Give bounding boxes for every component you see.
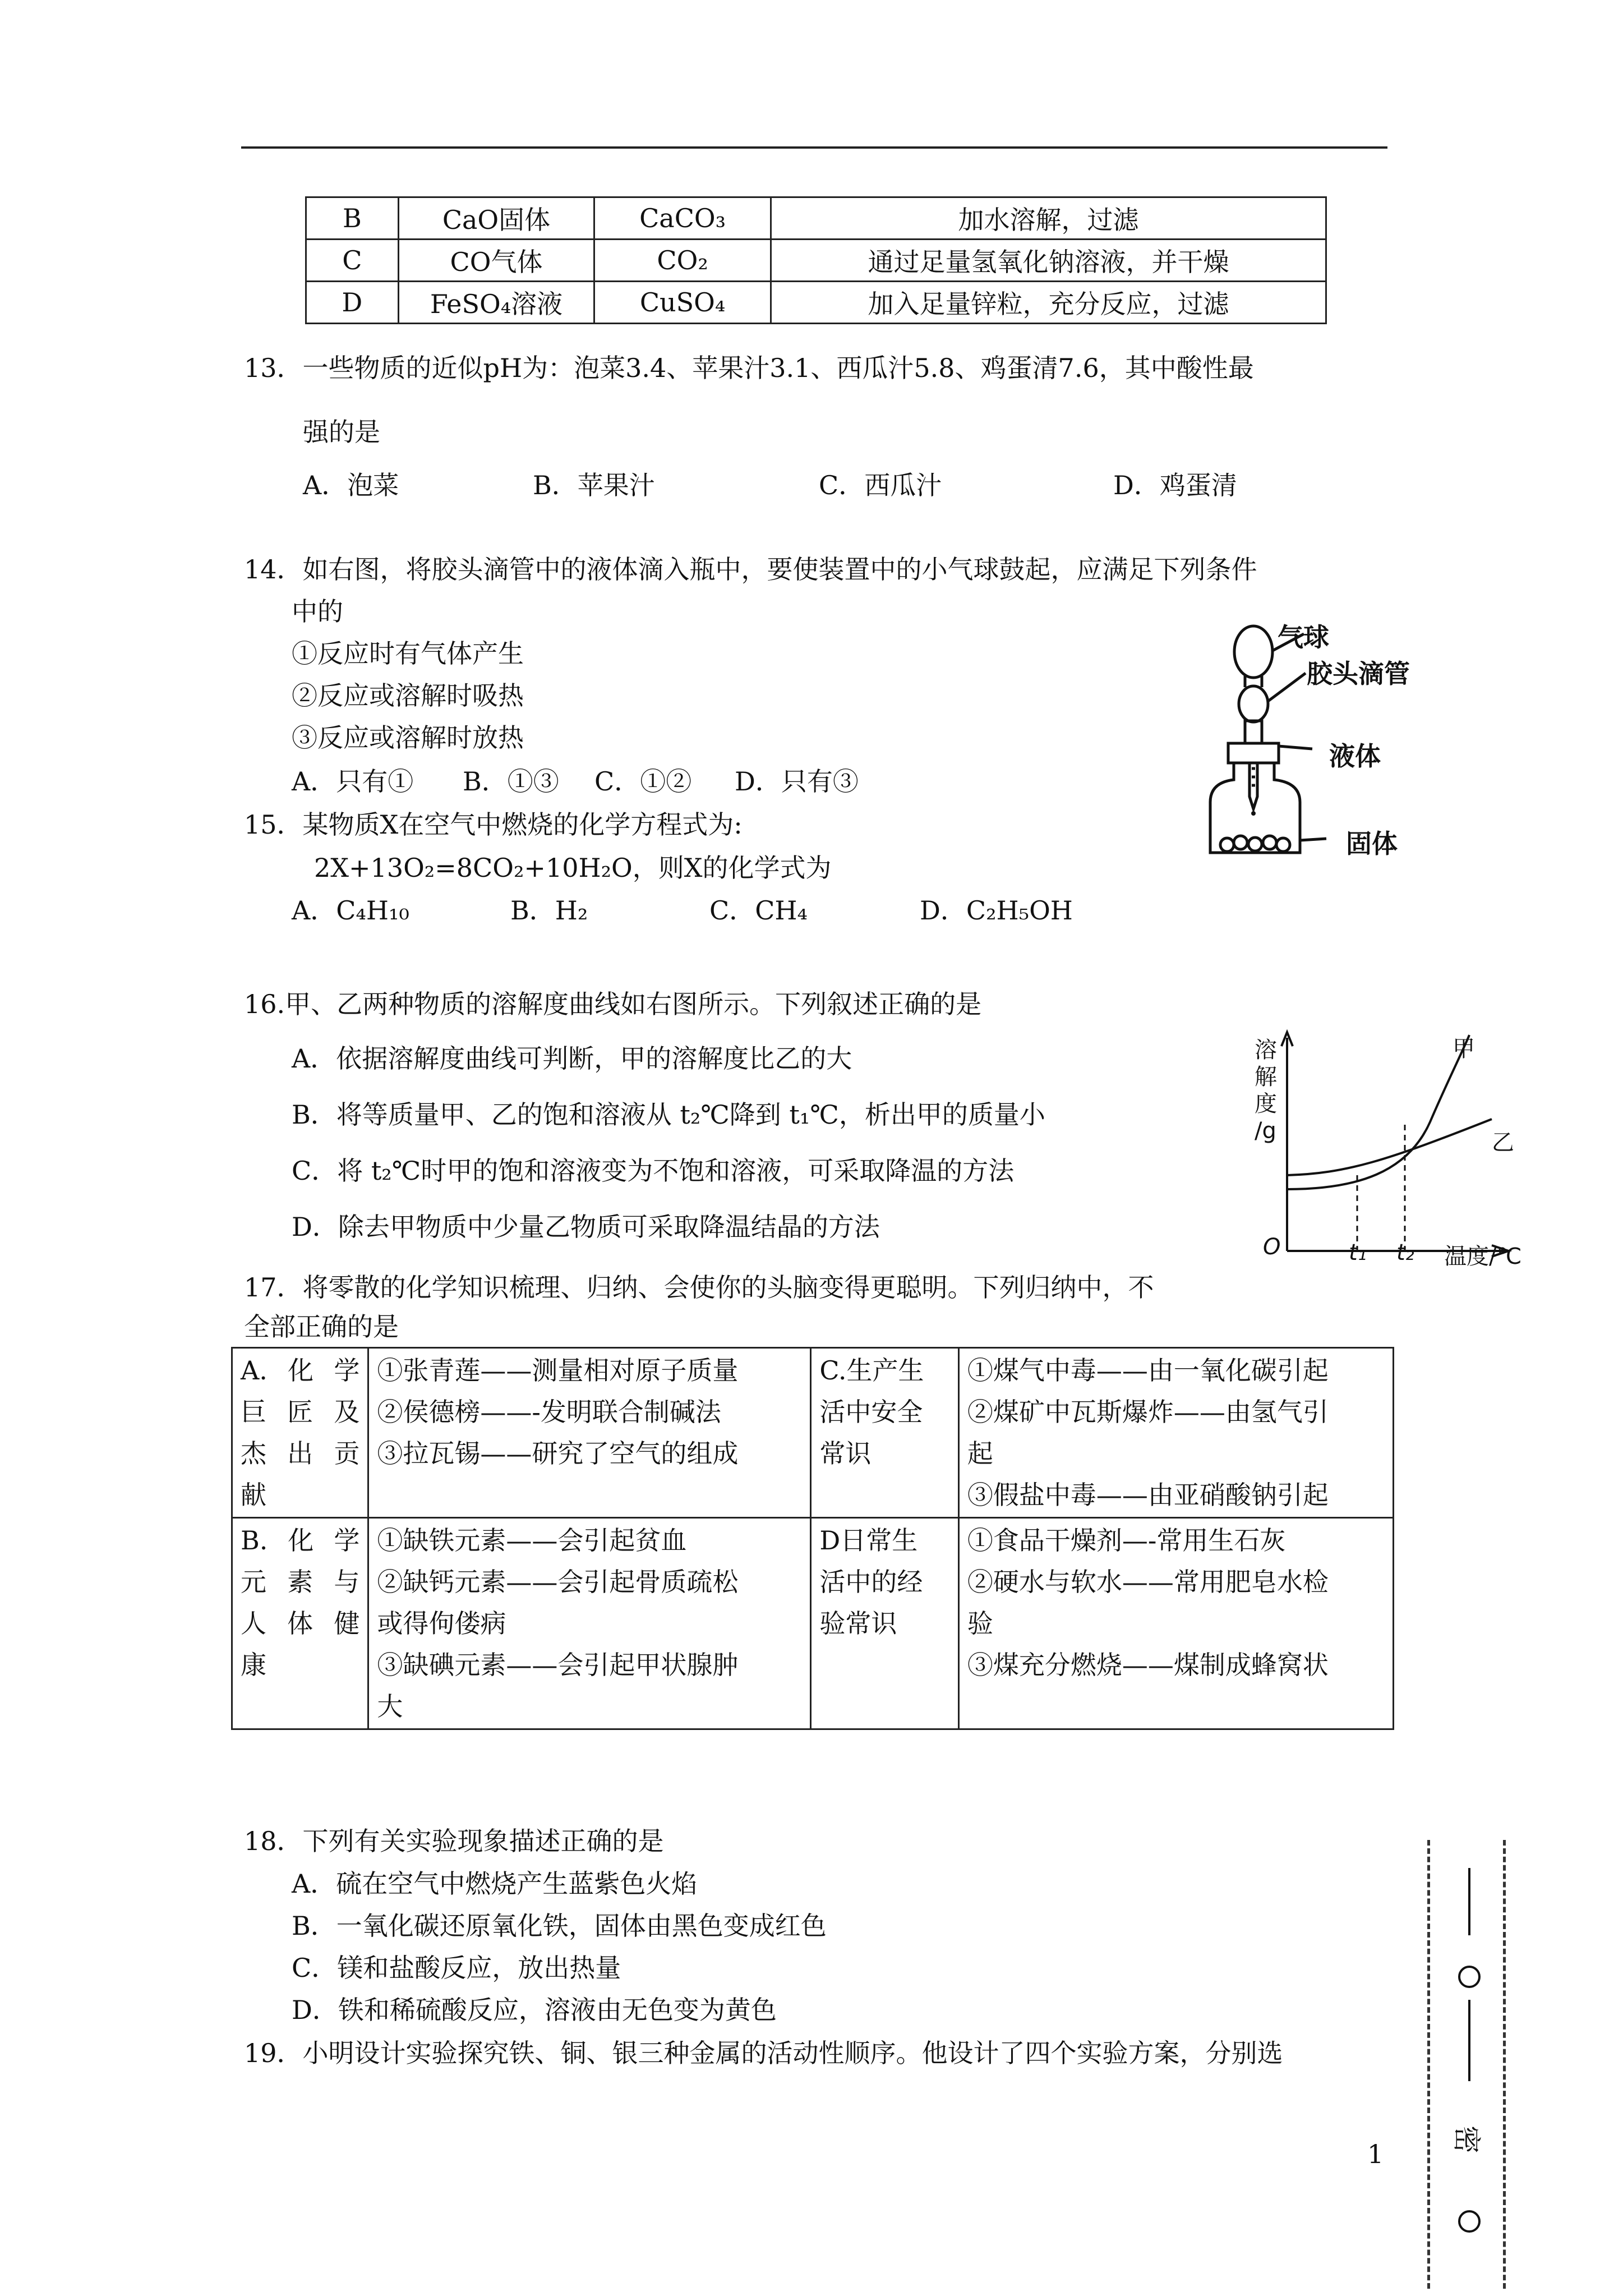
chart-origin: O (1263, 1234, 1281, 1260)
balloon-icon (1234, 626, 1272, 678)
table-cell: CaO固体 (398, 197, 594, 240)
table-cell: B (306, 197, 399, 240)
chart-series-jia: 甲 (1453, 1036, 1475, 1062)
binding-line-left (1427, 1840, 1430, 2289)
cell-d-head: D日常生 活中的经 验常识 (811, 1518, 959, 1729)
q17-stem: 17．将零散的化学知识梳理、归纳、会使你的头脑变得更聪明。下列归纳中，不 (244, 1272, 1154, 1303)
cell-b-head: B.化学 元素与 人体健 康 (232, 1518, 368, 1729)
q14-option-c: C．①② (594, 766, 692, 797)
impurity-removal-table (305, 196, 1327, 324)
q19-stem: 19．小明设计实验探究铁、铜、银三种金属的活动性顺序。他设计了四个实验方案，分别选 (244, 2038, 1283, 2068)
q14-item-3: ③反应或溶解时放热 (292, 723, 524, 753)
q14-stem-cont: 中的 (292, 596, 343, 627)
table-cell: 加入足量锌粒，充分反应，过滤 (771, 282, 1326, 324)
cell-b-items: ①缺铁元素——会引起贫血 ②缺钙元素——会引起骨质疏松 或得佝偻病 ③缺碘元素——会引起甲状腺肿 大 (368, 1518, 811, 1729)
cell-a-head: A.化学 巨匠及 杰出贡 献 (232, 1348, 368, 1518)
table-cell: CuSO₄ (594, 282, 771, 324)
table-cell: 加水溶解，过滤 (771, 197, 1326, 240)
curve-jia (1287, 1035, 1469, 1189)
table-row (306, 240, 1326, 282)
binding-marks (1447, 1868, 1492, 2261)
chart-tick-t2: t₂ (1396, 1240, 1414, 1266)
q18-option-c: C．镁和盐酸反应，放出热量 (292, 1953, 621, 1983)
table-row (232, 1348, 1394, 1518)
chart-series-yi: 乙 (1492, 1130, 1514, 1156)
q15-equation: 2X+13O₂=8CO₂+10H₂O，则X的化学式为 (314, 853, 832, 883)
q16-option-c: C．将 t₂℃时甲的饱和溶液变为不饱和溶液，可采取降温的方法 (292, 1156, 1015, 1186)
q15-option-a: A．C₄H₁₀ (292, 895, 409, 926)
table-cell: CaCO₃ (594, 197, 771, 240)
q16-stem: 16.甲、乙两种物质的溶解度曲线如右图所示。下列叙述正确的是 (244, 989, 982, 1019)
q18-option-b: B．一氧化碳还原氧化铁，固体由黑色变成红色 (292, 1911, 827, 1941)
chart-xlabel: 温度/℃ (1444, 1244, 1522, 1269)
table-cell: D (306, 282, 399, 324)
cell-a-items: ①张青莲——测量相对原子质量 ②侯德榜——-发明联合制碱法 ③拉瓦锡——研究了空气的组成 (368, 1348, 811, 1518)
q16-option-d: D．除去甲物质中少量乙物质可采取降温结晶的方法 (292, 1212, 880, 1242)
label-liquid: 液体 (1329, 741, 1381, 771)
table-row (306, 282, 1326, 324)
label-balloon: 气球 (1278, 622, 1329, 652)
table-cell: FeSO₄溶液 (398, 282, 594, 324)
q16-option-a: A．依据溶解度曲线可判断，甲的溶解度比乙的大 (292, 1043, 852, 1074)
q13-option-b: B．苹果汁 (533, 470, 655, 500)
q14-option-b: B．①③ (463, 766, 559, 797)
table-row (306, 197, 1326, 240)
q13-option-a: A．泡菜 (303, 470, 399, 500)
q15-stem: 15．某物质X在空气中燃烧的化学方程式为: (244, 809, 743, 840)
cell-c-items: ①煤气中毒——由一氧化碳引起 ②煤矿中瓦斯爆炸——由氢气引 起 ③假盐中毒——由亚硝酸钠引起 (958, 1348, 1393, 1518)
chart-ylabel: 溶 解 度 /g (1255, 1037, 1277, 1144)
q17-stem-cont: 全部正确的是 (244, 1312, 399, 1342)
page-number: 1 (1367, 2139, 1384, 2169)
q16-option-b: B．将等质量甲、乙的饱和溶液从 t₂℃降到 t₁℃，析出甲的质量小 (292, 1099, 1045, 1130)
q14-item-2: ②反应或溶解时吸热 (292, 680, 524, 711)
binding-mark-text: 密 (1450, 2125, 1483, 2154)
q13-stem: 13．一些物质的近似pH为：泡菜3.4、苹果汁3.1、西瓜汁5.8、鸡蛋清7.6，其中酸性最 (244, 353, 1254, 383)
cell-c-head: C.生产生 活中安全 常识 (811, 1348, 959, 1518)
solubility-chart (1251, 1027, 1520, 1273)
q15-option-b: B．H₂ (510, 895, 588, 926)
q14-option-a: A．只有① (292, 766, 414, 797)
table-row (232, 1518, 1394, 1729)
q14-stem: 14．如右图，将胶头滴管中的液体滴入瓶中，要使装置中的小气球鼓起，应满足下列条件 (244, 554, 1257, 585)
q18-option-a: A．硫在空气中燃烧产生蓝紫色火焰 (292, 1869, 698, 1899)
q18-option-d: D．铁和稀硫酸反应，溶液由无色变为黄色 (292, 1995, 777, 2025)
header-rule (241, 146, 1387, 149)
dropper-bulb-icon (1239, 686, 1268, 722)
cell-d-items: ①食品干燥剂—-常用生石灰 ②硬水与软水——常用肥皂水检 验 ③煤充分燃烧——煤制成蜂窝状 (958, 1518, 1393, 1729)
label-dropper: 胶头滴管 (1307, 659, 1410, 689)
table-cell: CO₂ (594, 240, 771, 282)
table-cell: 通过足量氢氧化钠溶液，并干燥 (771, 240, 1326, 282)
chart-tick-t1: t₁ (1349, 1240, 1367, 1266)
q15-option-c: C．CH₄ (709, 895, 808, 926)
knowledge-summary-table (231, 1347, 1394, 1730)
label-solid: 固体 (1346, 829, 1398, 859)
q15-option-d: D．C₂H₅OH (920, 895, 1073, 926)
q13-option-d: D．鸡蛋清 (1113, 470, 1237, 500)
q14-option-d: D．只有③ (735, 766, 859, 797)
q14-item-1: ①反应时有气体产生 (292, 638, 524, 669)
table-cell: CO气体 (398, 240, 594, 282)
binding-line-right (1503, 1840, 1506, 2289)
q13-stem-cont: 强的是 (303, 417, 380, 447)
q18-stem: 18．下列有关实验现象描述正确的是 (244, 1826, 664, 1856)
q13-option-c: C．西瓜汁 (819, 470, 942, 500)
table-cell: C (306, 240, 399, 282)
